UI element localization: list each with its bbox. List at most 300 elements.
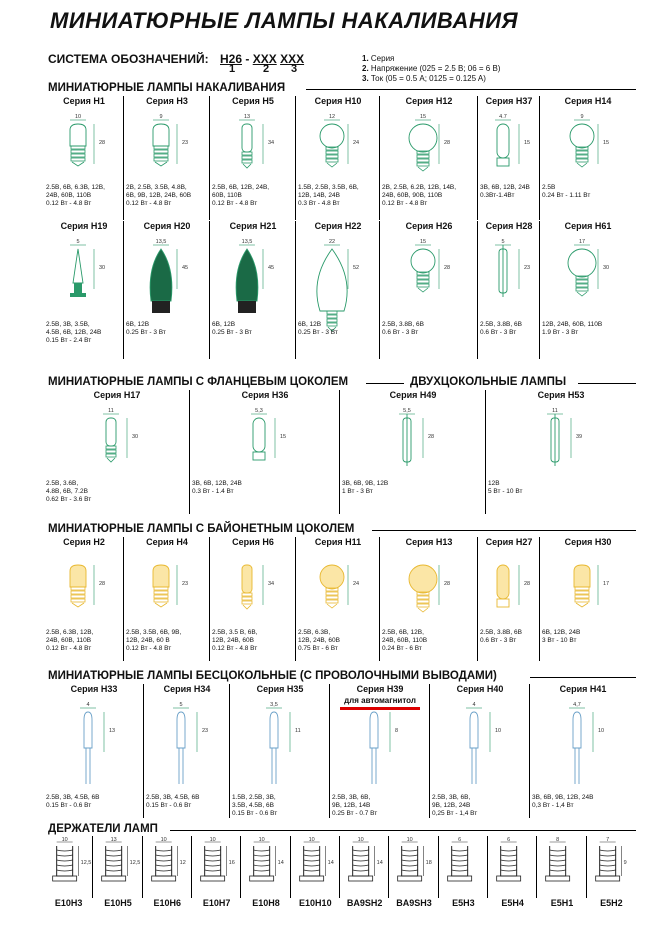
holder-illustration bbox=[143, 836, 192, 898]
lamp-card bbox=[230, 684, 330, 818]
series-title: Серия H11 bbox=[314, 537, 362, 547]
width-dimension: 5,3 bbox=[255, 408, 263, 414]
holder-card bbox=[537, 836, 586, 928]
spec-line: 12В bbox=[488, 480, 500, 487]
spec-text bbox=[126, 629, 181, 653]
holder-illustration bbox=[192, 836, 241, 898]
spec-line: 2.5В, 3В, 4.5В, 6В bbox=[46, 794, 100, 801]
width-dimension: 5 bbox=[76, 239, 80, 245]
spec-text bbox=[46, 480, 91, 504]
spec-text bbox=[212, 321, 252, 337]
section-heading-flange: МИНИАТЮРНЫЕ ЛАМПЫ С ФЛАНЦЕВЫМ ЦОКОЛЕМ bbox=[48, 376, 349, 388]
row-flange bbox=[44, 390, 636, 514]
section-heading-holders: ДЕРЖАТЕЛИ ЛАМП bbox=[48, 823, 158, 835]
width-dimension: 10 bbox=[357, 837, 364, 843]
spec-line: 2.5В, 3В, 6В, bbox=[432, 794, 471, 801]
spec-line: 2.5В, 3.6В, bbox=[46, 480, 79, 487]
lamp-illustration bbox=[124, 110, 210, 194]
lamp-card bbox=[530, 684, 636, 818]
spec-line: 3.5В, 4.5В, 6В bbox=[232, 802, 274, 809]
holder-illustration bbox=[488, 836, 537, 898]
lamp-card bbox=[44, 390, 190, 514]
lamp-illustration bbox=[540, 235, 636, 333]
height-dimension: 28 bbox=[444, 140, 451, 146]
spec-line: 12В, 24В, 60В, 110В bbox=[542, 321, 603, 328]
lamp-card bbox=[540, 221, 636, 359]
section-heading-wire: МИНИАТЮРНЫЕ ЛАМПЫ БЕСЦОКОЛЬНЫЕ (С ПРОВОЛОЧНЫМИ ВЫВОДАМИ) bbox=[48, 670, 497, 682]
height-dimension: 23 bbox=[182, 581, 189, 587]
lamp-card bbox=[124, 221, 210, 359]
spec-line: 0.24 Вт - 1.11 Вт bbox=[542, 192, 591, 199]
spec-text bbox=[298, 629, 340, 653]
series-title: Серия H20 bbox=[143, 221, 191, 231]
height-dimension: 9 bbox=[623, 860, 627, 866]
holder-label: E5H2 bbox=[600, 898, 623, 908]
width-dimension: 13 bbox=[110, 837, 118, 843]
holder-label: BA9SH3 bbox=[396, 898, 432, 908]
series-title: Серия H5 bbox=[232, 96, 274, 106]
holder-card bbox=[93, 836, 142, 928]
lamp-illustration bbox=[478, 235, 540, 333]
lamp-illustration bbox=[44, 698, 144, 792]
spec-line: 24В, 60В, 110В bbox=[46, 637, 92, 644]
spec-line: 3В, 6В, 9В, 12В bbox=[342, 480, 389, 487]
holder-illustration bbox=[93, 836, 142, 898]
height-dimension: 30 bbox=[99, 265, 106, 271]
lamp-illustration bbox=[296, 551, 380, 635]
spec-line: 0.6 Вт - 3 Вт bbox=[480, 329, 517, 336]
holder-label: E5H3 bbox=[452, 898, 475, 908]
height-dimension: 52 bbox=[353, 265, 360, 271]
series-title: Серия H34 bbox=[163, 684, 211, 694]
spec-text bbox=[212, 629, 258, 653]
lamp-card bbox=[210, 96, 296, 220]
lamp-illustration bbox=[478, 110, 540, 194]
height-dimension: 14 bbox=[376, 860, 383, 866]
holder-card bbox=[241, 836, 290, 928]
spec-line: 24В, 60В, 110В bbox=[382, 637, 428, 644]
series-title: Серия H17 bbox=[93, 390, 141, 400]
highlight-underline bbox=[340, 707, 420, 710]
lamp-card bbox=[330, 684, 430, 818]
system-index-2: 2 bbox=[263, 63, 270, 75]
series-title: Серия H1 bbox=[63, 96, 105, 106]
width-dimension: 22 bbox=[328, 239, 336, 245]
lamp-illustration bbox=[530, 698, 636, 792]
section-rule bbox=[170, 830, 636, 831]
series-title: Серия H36 bbox=[241, 390, 289, 400]
height-dimension: 28 bbox=[428, 434, 435, 440]
spec-line: 1.5В, 2.5В, 3В, bbox=[232, 794, 276, 801]
spec-text bbox=[542, 629, 580, 645]
lamp-illustration bbox=[230, 698, 330, 792]
page-title: МИНИАТЮРНЫЕ ЛАМПЫ НАКАЛИВАНИЯ bbox=[50, 8, 519, 33]
width-dimension: 11 bbox=[108, 408, 114, 414]
width-dimension: 5,5 bbox=[403, 408, 411, 414]
lamp-illustration bbox=[124, 235, 210, 333]
width-dimension: 4 bbox=[86, 702, 90, 708]
section-rule bbox=[372, 530, 636, 531]
spec-text bbox=[542, 184, 590, 200]
series-title: Серия H35 bbox=[256, 684, 304, 694]
spec-line: 24В, 60В, 90В, 110В bbox=[382, 192, 443, 199]
spec-text bbox=[232, 794, 277, 818]
row-bayonet bbox=[44, 537, 636, 661]
spec-line: 0.15 Вт - 0.6 Вт bbox=[46, 802, 92, 809]
width-dimension: 11 bbox=[552, 408, 558, 414]
spec-text bbox=[192, 480, 242, 496]
spec-line: 60В, 110В bbox=[212, 192, 242, 199]
holder-illustration bbox=[340, 836, 389, 898]
height-dimension: 28 bbox=[444, 581, 451, 587]
series-title: Серия H3 bbox=[146, 96, 188, 106]
holder-label: E10H6 bbox=[153, 898, 182, 908]
series-title: Серия H40 bbox=[456, 684, 504, 694]
height-dimension: 13 bbox=[109, 728, 116, 734]
holder-card bbox=[389, 836, 438, 928]
spec-line: 2.5В, 3.8В, 6В bbox=[382, 321, 424, 328]
height-dimension: 8 bbox=[395, 728, 399, 734]
spec-line: 2.5В, 3В, 4.5В, 6В bbox=[146, 794, 200, 801]
spec-line: 0.6 Вт - 3 Вт bbox=[480, 637, 517, 644]
width-dimension: 17 bbox=[578, 239, 586, 245]
width-dimension: 10 bbox=[308, 837, 315, 843]
width-dimension: 13,5 bbox=[155, 239, 167, 245]
lamp-card bbox=[486, 390, 636, 514]
series-subtitle: для автомагнитол bbox=[344, 696, 416, 705]
lamp-illustration bbox=[124, 551, 210, 635]
section-rule bbox=[366, 383, 404, 384]
lamp-card bbox=[380, 96, 478, 220]
holder-label: E10H10 bbox=[299, 898, 332, 908]
holder-card bbox=[143, 836, 192, 928]
spec-line: 2.5В bbox=[542, 184, 556, 191]
holder-label: E5H4 bbox=[501, 898, 524, 908]
spec-line: 6В, 9В, 12В, 24В, 60В bbox=[126, 192, 192, 199]
height-dimension: 15 bbox=[603, 140, 610, 146]
spec-line: 4.8В, 6В, 7.2В bbox=[46, 488, 88, 495]
spec-text bbox=[46, 629, 93, 653]
height-dimension: 12 bbox=[179, 860, 186, 866]
spec-line: 6В, 12В bbox=[212, 321, 236, 328]
width-dimension: 10 bbox=[406, 837, 414, 843]
spec-text bbox=[542, 321, 602, 337]
spec-line: 3 Вт - 10 Вт bbox=[542, 637, 577, 644]
holder-illustration bbox=[44, 836, 93, 898]
spec-line: 0.12 Вт - 4.8 Вт bbox=[126, 645, 172, 652]
series-title: Серия H22 bbox=[314, 221, 362, 231]
holder-label: E5H1 bbox=[550, 898, 574, 908]
lamp-illustration bbox=[478, 551, 540, 635]
width-dimension: 5 bbox=[179, 702, 183, 708]
lamp-card bbox=[124, 537, 210, 661]
height-dimension: 10 bbox=[598, 728, 605, 734]
series-title: Серия H49 bbox=[389, 390, 437, 400]
height-dimension: 28 bbox=[524, 581, 531, 587]
spec-line: 0.75 Вт - 6 Вт bbox=[298, 645, 338, 652]
height-dimension: 15 bbox=[524, 140, 531, 146]
lamp-card bbox=[540, 96, 636, 220]
lamp-card bbox=[296, 96, 380, 220]
spec-line: 3В, 6В, 12В, 24В bbox=[192, 480, 242, 487]
spec-text bbox=[332, 794, 377, 818]
holder-illustration bbox=[587, 836, 636, 898]
series-title: Серия H14 bbox=[564, 96, 612, 106]
system-label: СИСТЕМА ОБОЗНАЧЕНИЙ: bbox=[48, 52, 209, 66]
lamp-illustration bbox=[296, 235, 380, 333]
holder-card bbox=[44, 836, 93, 928]
spec-line: 6В, 12В, 24В bbox=[542, 629, 581, 636]
holder-label: E10H7 bbox=[202, 898, 231, 908]
spec-line: 0.12 Вт - 4.8 Вт bbox=[212, 645, 258, 652]
height-dimension: 18 bbox=[425, 860, 433, 866]
height-dimension: 39 bbox=[576, 434, 583, 440]
lamp-card bbox=[210, 537, 296, 661]
spec-line: 2.5В, 6.3В, 12В, bbox=[46, 629, 94, 636]
lamp-card bbox=[478, 537, 540, 661]
spec-text bbox=[126, 321, 166, 337]
holder-card bbox=[488, 836, 537, 928]
lamp-illustration bbox=[380, 551, 478, 635]
spec-line: 2.5В, 3.5В, 6В, 9В, bbox=[126, 629, 182, 636]
height-dimension: 24 bbox=[353, 140, 360, 146]
width-dimension: 13,5 bbox=[241, 239, 253, 245]
width-dimension: 9 bbox=[159, 114, 163, 120]
spec-text bbox=[532, 794, 593, 810]
series-title: Серия H21 bbox=[229, 221, 277, 231]
spec-text bbox=[480, 629, 522, 645]
lamp-card bbox=[380, 221, 478, 359]
lamp-card bbox=[478, 96, 540, 220]
spec-text bbox=[212, 184, 269, 208]
spec-line: 1 Вт - 3 Вт bbox=[342, 488, 373, 495]
width-dimension: 9 bbox=[580, 114, 584, 120]
spec-line: 0.3 Вт - 1.4 Вт bbox=[192, 488, 234, 495]
width-dimension: 4 bbox=[472, 702, 476, 708]
series-title: Серия H41 bbox=[559, 684, 607, 694]
lamp-illustration bbox=[540, 551, 636, 635]
row-miniature-1 bbox=[44, 96, 636, 220]
spec-line: 0.6 Вт - 3 Вт bbox=[382, 329, 419, 336]
height-dimension: 28 bbox=[444, 265, 451, 271]
holder-card bbox=[439, 836, 488, 928]
system-index-1: 1 bbox=[229, 63, 236, 75]
lamp-card bbox=[296, 537, 380, 661]
spec-line: 12В, 24В, 60В bbox=[212, 637, 254, 644]
system-notes: 1. Серия 2. Напряжение (025 = 2.5 В; 06 = 6 В) 3. Ток (05 = 0.5 A; 0125 = 0.125 A) bbox=[362, 54, 501, 83]
height-dimension: 14 bbox=[277, 860, 285, 866]
spec-text bbox=[432, 794, 477, 818]
lamp-illustration bbox=[486, 404, 636, 488]
lamp-card bbox=[540, 537, 636, 661]
width-dimension: 12 bbox=[328, 114, 336, 120]
spec-line: 12В, 24В, 60 В bbox=[126, 637, 170, 644]
spec-line: 0.12 Вт - 4.8 Вт bbox=[212, 200, 258, 207]
spec-line: 2.5В, 6В, 12В, 24В, bbox=[212, 184, 270, 191]
series-title: Серия H61 bbox=[564, 221, 612, 231]
section-rule bbox=[530, 677, 636, 678]
lamp-card bbox=[44, 96, 124, 220]
lamp-card bbox=[124, 96, 210, 220]
spec-line: 1.9 Вт - 3 Вт bbox=[542, 329, 579, 336]
height-dimension: 45 bbox=[268, 265, 275, 271]
height-dimension: 34 bbox=[268, 140, 275, 146]
lamp-illustration bbox=[44, 110, 124, 194]
width-dimension: 4.7 bbox=[499, 114, 507, 120]
width-dimension: 6 bbox=[507, 837, 511, 843]
series-title: Серия H13 bbox=[405, 537, 453, 547]
holder-label: E10H5 bbox=[104, 898, 132, 908]
spec-line: 2.5В, 3.8В, 6В bbox=[480, 321, 522, 328]
height-dimension: 10 bbox=[495, 728, 502, 734]
series-title: Серия H10 bbox=[314, 96, 362, 106]
height-dimension: 28 bbox=[99, 140, 106, 146]
spec-line: 0.25 Вт - 0.7 Вт bbox=[332, 810, 378, 817]
lamp-card bbox=[44, 221, 124, 359]
lamp-card bbox=[44, 537, 124, 661]
spec-line: 9В, 12В, 24В bbox=[432, 802, 471, 809]
lamp-illustration bbox=[144, 698, 230, 792]
height-dimension: 30 bbox=[132, 434, 139, 440]
spec-text bbox=[46, 321, 101, 345]
spec-line: 4.5В, 6В, 12В, 24В bbox=[46, 329, 102, 336]
spec-line: 6В, 12В bbox=[126, 321, 150, 328]
lamp-card bbox=[340, 390, 486, 514]
series-title: Серия H27 bbox=[485, 537, 533, 547]
holder-card bbox=[587, 836, 636, 928]
lamp-illustration bbox=[44, 551, 124, 635]
width-dimension: 10 bbox=[209, 837, 216, 843]
width-dimension: 7 bbox=[605, 837, 609, 843]
spec-text bbox=[146, 794, 199, 810]
holder-illustration bbox=[439, 836, 488, 898]
spec-line: 2.5В, 3.8В, 6В bbox=[480, 629, 522, 636]
series-title: Серия H26 bbox=[405, 221, 453, 231]
height-dimension: 11 bbox=[295, 728, 301, 734]
holder-illustration bbox=[291, 836, 340, 898]
holder-card bbox=[340, 836, 389, 928]
spec-line: 6В, 12В bbox=[298, 321, 322, 328]
spec-text bbox=[126, 184, 191, 208]
spec-line: 2В, 2.5В, 3.5В, 4.8В, bbox=[126, 184, 187, 191]
lamp-illustration bbox=[296, 110, 380, 194]
spec-line: 3В, 6В, 9В, 12В, 24В bbox=[532, 794, 594, 801]
lamp-card bbox=[190, 390, 340, 514]
spec-line: 2В, 2.5В, 6.2В, 12В, 14В, bbox=[382, 184, 457, 191]
lamp-illustration bbox=[44, 235, 124, 333]
holder-label: BA9SH2 bbox=[346, 898, 383, 908]
lamp-illustration bbox=[380, 235, 478, 333]
height-dimension: 23 bbox=[182, 140, 189, 146]
series-title: Серия H39 bbox=[356, 684, 404, 694]
height-dimension: 45 bbox=[182, 265, 189, 271]
system-code: H26 - XXX XXX bbox=[220, 52, 305, 66]
height-dimension: 12,5 bbox=[129, 860, 141, 866]
spec-text bbox=[298, 321, 338, 337]
width-dimension: 10 bbox=[258, 837, 266, 843]
spec-text bbox=[382, 184, 456, 208]
spec-line: 0.15 Вт - 2.4 Вт bbox=[46, 337, 92, 344]
spec-text bbox=[298, 184, 359, 208]
spec-line: 0.15 Вт - 0.6 Вт bbox=[232, 810, 278, 817]
spec-line: 0.12 Вт - 4.8 Вт bbox=[46, 645, 92, 652]
spec-line: 0,25 Вт - 1,4 Вт bbox=[432, 810, 478, 817]
holder-label: E10H3 bbox=[54, 898, 83, 908]
section-rule bbox=[306, 89, 636, 90]
section-heading-double: ДВУХЦОКОЛЬНЫЕ ЛАМПЫ bbox=[410, 376, 567, 388]
width-dimension: 15 bbox=[419, 114, 427, 120]
lamp-card bbox=[430, 684, 530, 818]
spec-line: 0.62 Вт - 3.6 Вт bbox=[46, 496, 92, 503]
spec-text bbox=[382, 629, 427, 653]
series-title: Серия H2 bbox=[63, 537, 105, 547]
spec-line: 0.12 Вт - 4.8 Вт bbox=[46, 200, 92, 207]
spec-line: 2.5В, 6В, 12В, bbox=[382, 629, 424, 636]
spec-line: 1.5В, 2.5В, 3.5В, 6В, bbox=[298, 184, 359, 191]
series-title: Серия H30 bbox=[564, 537, 612, 547]
lamp-illustration bbox=[430, 698, 530, 792]
lamp-card bbox=[380, 537, 478, 661]
lamp-illustration bbox=[210, 110, 296, 194]
width-dimension: 6 bbox=[457, 837, 461, 843]
width-dimension: 10 bbox=[61, 837, 68, 843]
row-wire bbox=[44, 684, 636, 818]
spec-line: 0.25 Вт - 3 Вт bbox=[298, 329, 338, 336]
width-dimension: 13 bbox=[243, 114, 251, 120]
spec-text bbox=[480, 184, 530, 200]
lamp-card bbox=[478, 221, 540, 359]
holder-card bbox=[192, 836, 241, 928]
lamp-illustration bbox=[340, 404, 486, 488]
holder-illustration bbox=[389, 836, 438, 898]
height-dimension: 34 bbox=[268, 581, 275, 587]
width-dimension: 3,5 bbox=[270, 702, 278, 708]
height-dimension: 17 bbox=[603, 581, 610, 587]
lamp-card bbox=[144, 684, 230, 818]
lamp-illustration bbox=[380, 110, 478, 194]
lamp-illustration bbox=[540, 110, 636, 194]
series-title: Серия H4 bbox=[146, 537, 188, 547]
height-dimension: 14 bbox=[327, 860, 334, 866]
section-rule bbox=[578, 383, 636, 384]
lamp-illustration bbox=[330, 698, 430, 792]
series-title: Серия H53 bbox=[537, 390, 585, 400]
spec-text bbox=[46, 184, 105, 208]
spec-line: 2.5В, 3.5 В, 6В, bbox=[212, 629, 258, 636]
spec-line: 0.25 Вт - 3 Вт bbox=[126, 329, 166, 336]
width-dimension: 5 bbox=[501, 239, 505, 245]
height-dimension: 12,5 bbox=[80, 860, 92, 866]
spec-line: 24В, 60В, 110В bbox=[46, 192, 92, 199]
height-dimension: 16 bbox=[228, 860, 235, 866]
spec-line: 12В, 14В, 24В bbox=[298, 192, 340, 199]
section-heading-miniature: МИНИАТЮРНЫЕ ЛАМПЫ НАКАЛИВАНИЯ bbox=[48, 82, 286, 94]
spec-line: 3В, 6В, 12В, 24В bbox=[480, 184, 530, 191]
series-title: Серия H6 bbox=[232, 537, 274, 547]
height-dimension: 28 bbox=[99, 581, 106, 587]
spec-line: 0.15 Вт - 0.6 Вт bbox=[146, 802, 192, 809]
spec-text bbox=[382, 321, 424, 337]
spec-line: 2.5В, 6В, 6.3В, 12В, bbox=[46, 184, 105, 191]
spec-line: 2.5В, 3В, 6В, bbox=[332, 794, 371, 801]
spec-line: 0.12 Вт - 4.8 Вт bbox=[126, 200, 172, 207]
spec-line: 2.5В, 3В, 3.5В, bbox=[46, 321, 90, 328]
width-dimension: 10 bbox=[160, 837, 167, 843]
lamp-card bbox=[210, 221, 296, 359]
series-title: Серия H12 bbox=[405, 96, 453, 106]
lamp-illustration bbox=[210, 551, 296, 635]
holder-card bbox=[291, 836, 340, 928]
